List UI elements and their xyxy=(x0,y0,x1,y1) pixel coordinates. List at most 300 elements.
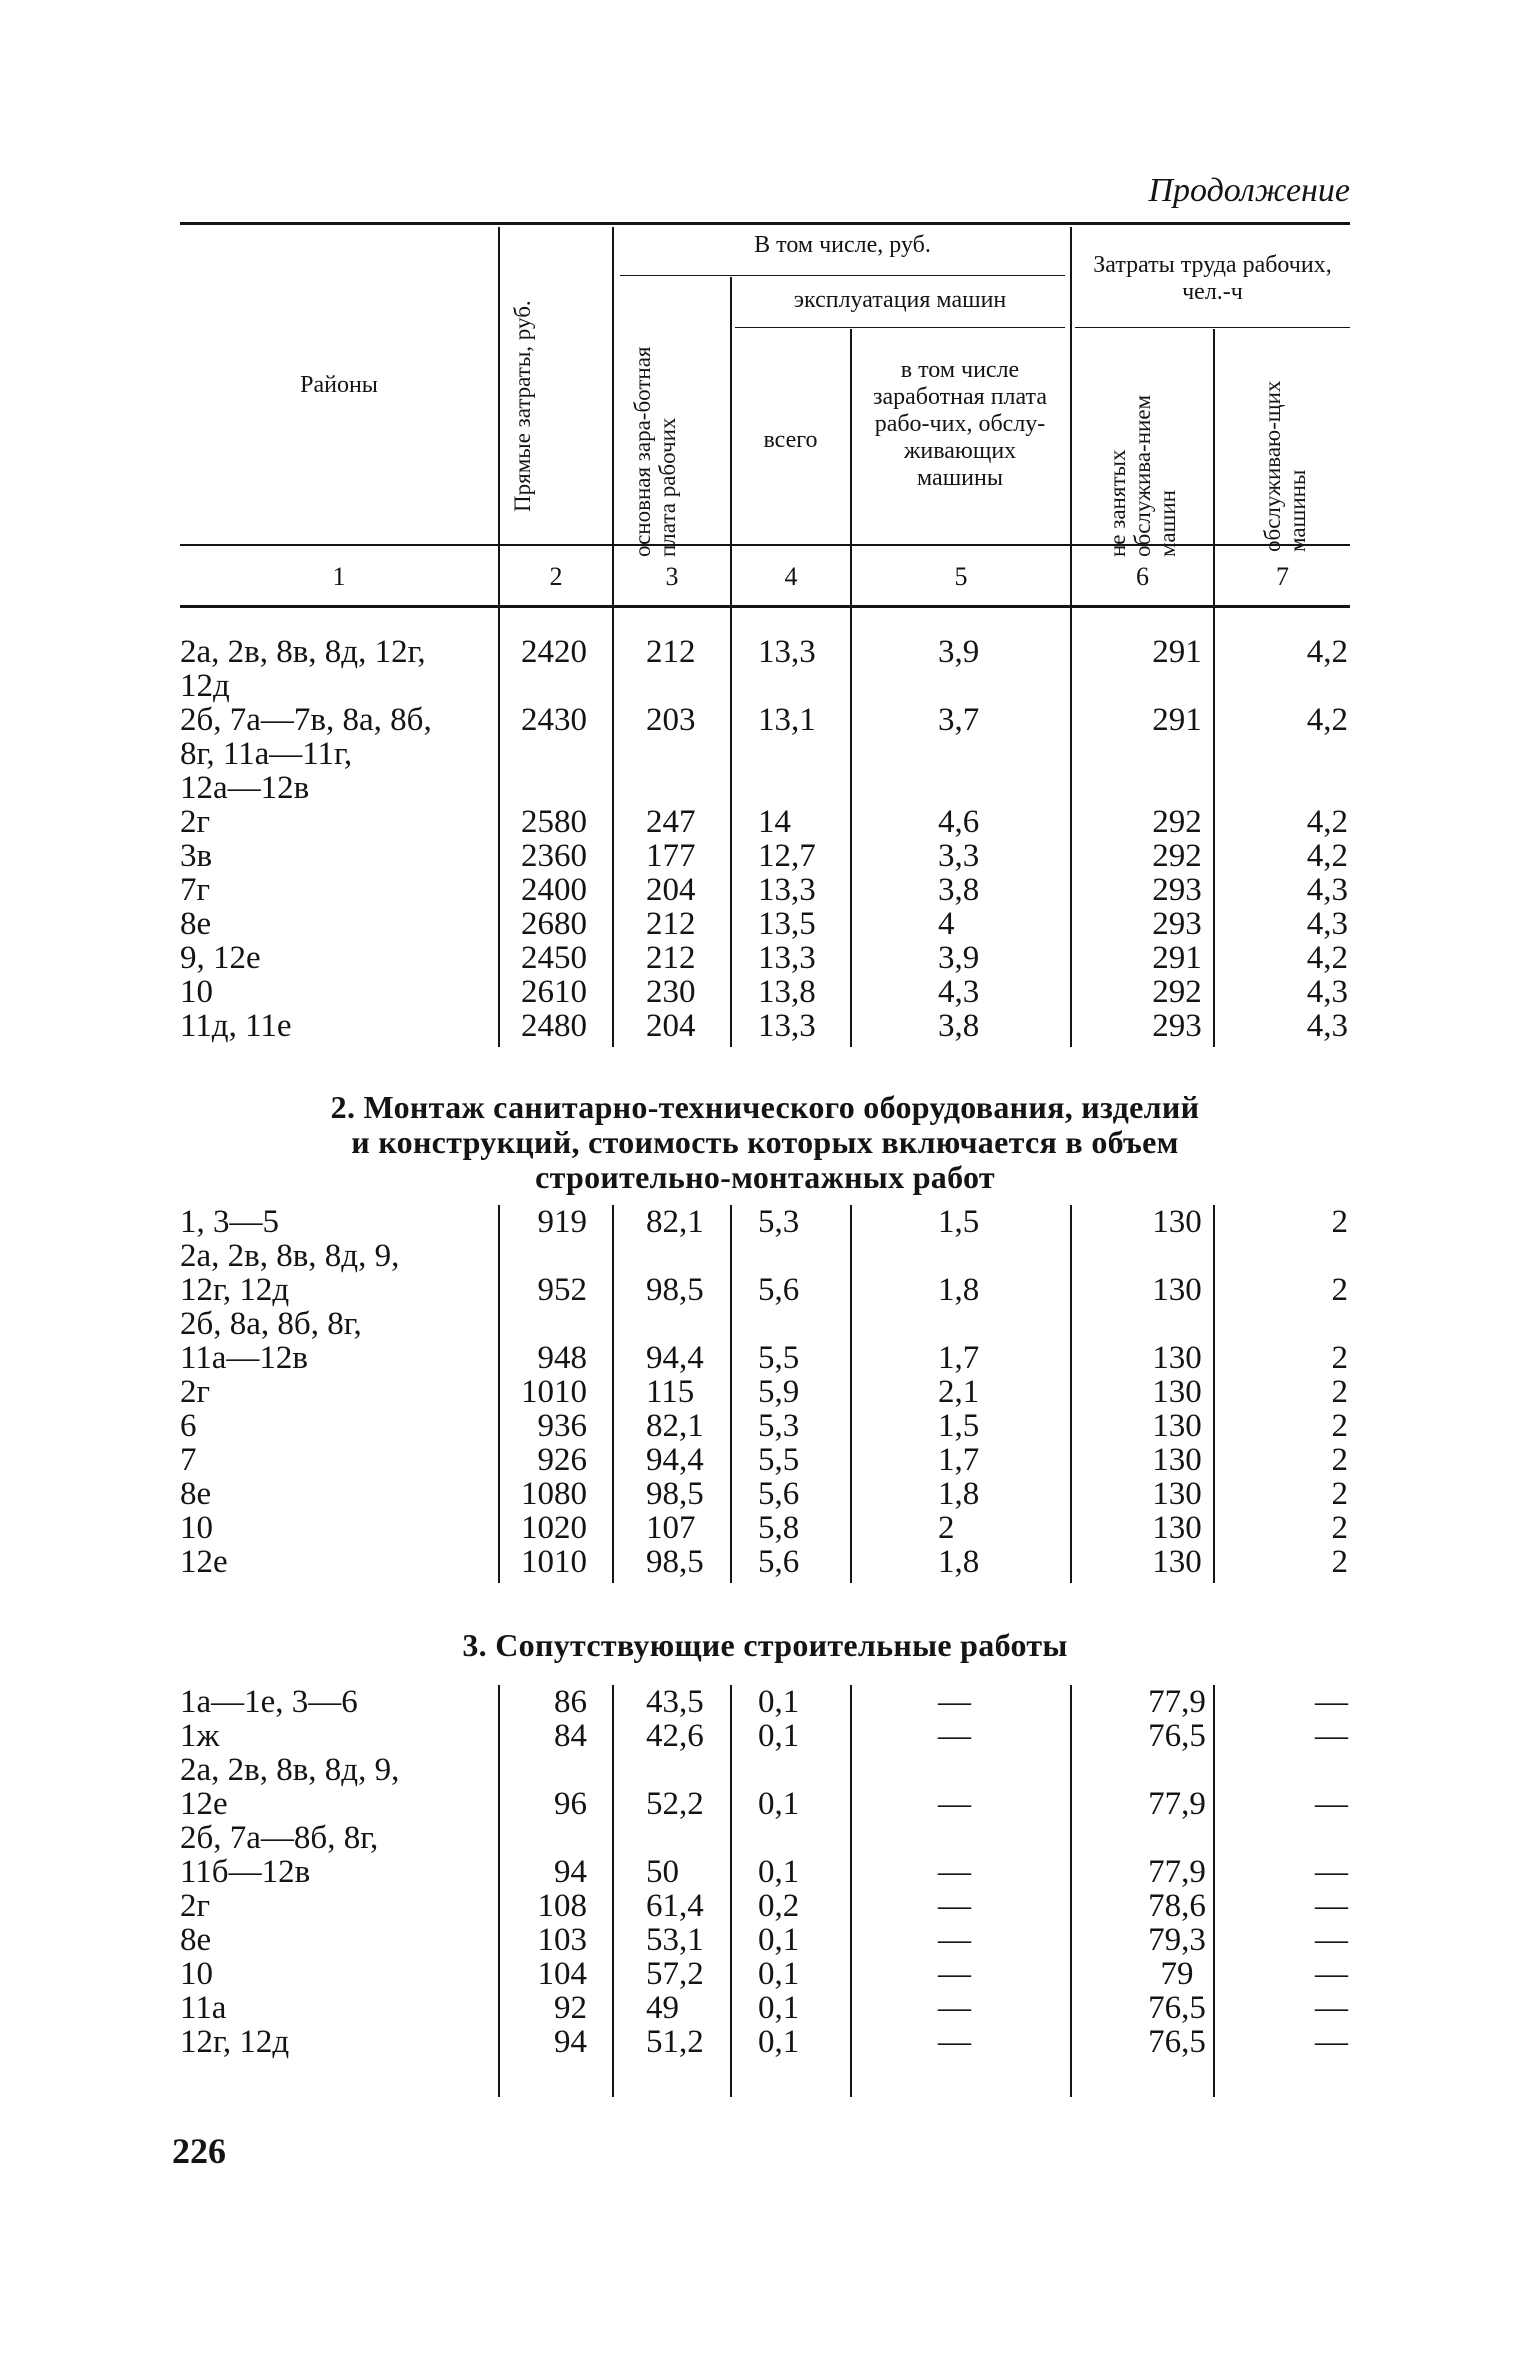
value-cell: 2400 xyxy=(521,872,587,908)
value-cell: — xyxy=(1315,1718,1348,1754)
district-cell xyxy=(180,1375,500,1409)
value-cell: 3,7 xyxy=(938,702,980,738)
value-cell: 94,4 xyxy=(646,1340,704,1376)
table-row xyxy=(180,635,1350,703)
value-cell: 1,7 xyxy=(938,1340,980,1376)
value-cell: 82,1 xyxy=(646,1408,704,1444)
value-cell: 2680 xyxy=(521,906,587,942)
column-divider xyxy=(612,1205,614,1583)
colnum-rule xyxy=(180,605,1350,608)
value-cell: 49 xyxy=(646,1990,679,2026)
value-cell: 2 xyxy=(1331,1544,1348,1580)
district-line: 2а, 2в, 8в, 8д, 9, xyxy=(180,1238,400,1274)
value-cell: 1,5 xyxy=(938,1204,980,1240)
column-divider xyxy=(1070,607,1072,1047)
column-divider xyxy=(498,1685,500,2097)
district-line: 2г xyxy=(180,804,211,840)
value-cell: 4,2 xyxy=(1306,634,1348,670)
district-cell xyxy=(180,1409,500,1443)
table-row xyxy=(180,1375,1350,1409)
value-cell: 98,5 xyxy=(646,1272,704,1308)
value-cell: 0,1 xyxy=(758,1718,800,1754)
table-row xyxy=(180,1443,1350,1477)
district-line: 12е xyxy=(180,1544,228,1580)
district-line: 2а, 2в, 8в, 8д, 9, xyxy=(180,1752,400,1788)
value-cell: 50 xyxy=(646,1854,679,1890)
labor-rule xyxy=(1075,327,1350,328)
district-cell xyxy=(180,635,500,703)
value-cell: 12,7 xyxy=(758,838,816,874)
top-rule xyxy=(180,222,1350,225)
machine-total-header: всего xyxy=(763,427,818,453)
value-cell: 43,5 xyxy=(646,1684,704,1720)
district-cell xyxy=(180,2025,500,2059)
header-divider xyxy=(612,227,614,605)
column-number: 7 xyxy=(1276,562,1289,591)
value-cell: 107 xyxy=(646,1510,696,1546)
value-cell: 2 xyxy=(1331,1374,1348,1410)
value-cell: 2 xyxy=(1331,1340,1348,1376)
table-row xyxy=(180,839,1350,873)
value-cell: 98,5 xyxy=(646,1476,704,1512)
value-cell: 247 xyxy=(646,804,696,840)
value-cell: — xyxy=(1315,1922,1348,1958)
value-cell: 1,5 xyxy=(938,1408,980,1444)
column-divider xyxy=(1070,1685,1072,2097)
value-cell: 4,3 xyxy=(938,974,980,1010)
value-cell: 1,7 xyxy=(938,1442,980,1478)
district-cell xyxy=(180,975,500,1009)
value-cell: 293 xyxy=(1152,872,1202,908)
table-row xyxy=(180,873,1350,907)
value-cell: 86 xyxy=(554,1684,587,1720)
value-cell: 0,1 xyxy=(758,2024,800,2060)
column-number: 6 xyxy=(1136,562,1149,591)
value-cell: 291 xyxy=(1152,940,1202,976)
table-row xyxy=(180,907,1350,941)
table-row xyxy=(180,1923,1350,1957)
value-cell: 919 xyxy=(537,1204,587,1240)
district-cell xyxy=(180,1991,500,2025)
value-cell: 212 xyxy=(646,940,696,976)
value-cell: 2 xyxy=(1331,1442,1348,1478)
district-line: 2г xyxy=(180,1888,211,1924)
value-cell: 13,3 xyxy=(758,1008,816,1044)
district-cell xyxy=(180,805,500,839)
value-cell: 51,2 xyxy=(646,2024,704,2060)
district-cell xyxy=(180,1753,500,1821)
table-row xyxy=(180,1477,1350,1511)
labor-costs-header: Затраты труда рабочих, чел.-ч xyxy=(1093,252,1332,305)
district-line: 8е xyxy=(180,1476,212,1512)
value-cell: — xyxy=(938,1990,971,2026)
value-cell: 292 xyxy=(1152,974,1202,1010)
value-cell: 61,4 xyxy=(646,1888,704,1924)
value-cell: 4,2 xyxy=(1306,940,1348,976)
header-divider xyxy=(730,277,732,605)
value-cell: 1020 xyxy=(521,1510,587,1546)
value-cell: 130 xyxy=(1152,1544,1202,1580)
district-line: 10 xyxy=(180,974,213,1010)
district-line: 6 xyxy=(180,1408,197,1444)
value-cell: 108 xyxy=(537,1888,587,1924)
value-cell: 1080 xyxy=(521,1476,587,1512)
value-cell: 0,1 xyxy=(758,1990,800,2026)
value-cell: 3,9 xyxy=(938,940,980,976)
value-cell: 130 xyxy=(1152,1272,1202,1308)
value-cell: 204 xyxy=(646,872,696,908)
value-cell: 2 xyxy=(1331,1476,1348,1512)
column-divider xyxy=(850,607,852,1047)
district-line: 7 xyxy=(180,1442,197,1478)
value-cell: 292 xyxy=(1152,804,1202,840)
district-line: 2б, 7а—7в, 8а, 8б, xyxy=(180,702,432,738)
value-cell: — xyxy=(1315,1956,1348,1992)
table-row xyxy=(180,1753,1350,1821)
machine-operation-header: эксплуатация машин xyxy=(793,287,1007,313)
district-line: 9, 12е xyxy=(180,940,261,976)
value-cell: 82,1 xyxy=(646,1204,704,1240)
value-cell: — xyxy=(1315,2024,1348,2060)
column-divider xyxy=(612,607,614,1047)
district-line: 1ж xyxy=(180,1718,220,1754)
value-cell: 212 xyxy=(646,634,696,670)
table-row xyxy=(180,1009,1350,1043)
district-line: 12д xyxy=(180,668,230,704)
value-cell: 4,2 xyxy=(1306,838,1348,874)
value-cell: 2 xyxy=(1331,1272,1348,1308)
district-line: 8е xyxy=(180,1922,212,1958)
value-cell: 2 xyxy=(938,1510,955,1546)
machine-wage-header: в том числе заработная плата рабо-чих, обслу-живающих машины xyxy=(873,357,1047,491)
district-line: 11б—12в xyxy=(180,1854,311,1890)
value-cell: 177 xyxy=(646,838,696,874)
value-cell: 5,6 xyxy=(758,1544,800,1580)
table-row xyxy=(180,2025,1350,2059)
machine-rule xyxy=(735,327,1065,328)
value-cell: — xyxy=(938,1718,971,1754)
district-cell xyxy=(180,1923,500,1957)
value-cell: 130 xyxy=(1152,1442,1202,1478)
value-cell: 130 xyxy=(1152,1510,1202,1546)
value-cell: 204 xyxy=(646,1008,696,1044)
value-cell: 77,9 xyxy=(1148,1854,1206,1890)
value-cell: 77,9 xyxy=(1148,1684,1206,1720)
value-cell: 292 xyxy=(1152,838,1202,874)
district-cell xyxy=(180,703,500,805)
value-cell: 952 xyxy=(537,1272,587,1308)
value-cell: 291 xyxy=(1152,634,1202,670)
district-line: 10 xyxy=(180,1956,213,1992)
district-line: 2б, 8а, 8б, 8г, xyxy=(180,1306,362,1342)
value-cell: 78,6 xyxy=(1148,1888,1206,1924)
district-cell xyxy=(180,1009,500,1043)
column-number: 2 xyxy=(549,562,563,591)
table-row xyxy=(180,1821,1350,1889)
table-row xyxy=(180,941,1350,975)
district-line: 12а—12в xyxy=(180,770,310,806)
district-cell xyxy=(180,1545,500,1579)
value-cell: 948 xyxy=(537,1340,587,1376)
value-cell: 0,1 xyxy=(758,1684,800,1720)
value-cell: 14 xyxy=(758,804,791,840)
not-serving-header: не занятых обслужива-нием машин xyxy=(1105,394,1180,557)
value-cell: 115 xyxy=(646,1374,695,1410)
district-cell xyxy=(180,1443,500,1477)
table-row xyxy=(180,805,1350,839)
value-cell: — xyxy=(1315,1888,1348,1924)
district-cell xyxy=(180,1685,500,1719)
value-cell: 1010 xyxy=(521,1544,587,1580)
district-cell xyxy=(180,1239,500,1307)
value-cell: 0,1 xyxy=(758,1922,800,1958)
district-line: 2г xyxy=(180,1374,211,1410)
value-cell: 230 xyxy=(646,974,696,1010)
header-divider xyxy=(1070,227,1072,605)
value-cell: 13,5 xyxy=(758,906,816,942)
district-line: 3в xyxy=(180,838,213,874)
value-cell: — xyxy=(938,1922,971,1958)
value-cell: 0,2 xyxy=(758,1888,800,1924)
value-cell: 94 xyxy=(554,1854,587,1890)
value-cell: 4,3 xyxy=(1306,872,1348,908)
value-cell: 42,6 xyxy=(646,1718,704,1754)
column-divider xyxy=(850,1205,852,1583)
value-cell: 2 xyxy=(1331,1510,1348,1546)
district-line: 7г xyxy=(180,872,211,908)
section-title-line: 3. Сопутствующие строительные работы xyxy=(462,1627,1068,1663)
value-cell: 5,8 xyxy=(758,1510,800,1546)
value-cell: 5,6 xyxy=(758,1272,800,1308)
table-row xyxy=(180,1889,1350,1923)
table-row xyxy=(180,1719,1350,1753)
value-cell: 76,5 xyxy=(1148,1718,1206,1754)
value-cell: — xyxy=(938,1854,971,1890)
column-number: 4 xyxy=(784,562,798,591)
value-cell: 13,3 xyxy=(758,872,816,908)
district-line: 12г, 12д xyxy=(180,1272,290,1308)
value-cell: — xyxy=(938,2024,971,2060)
value-cell: 130 xyxy=(1152,1204,1202,1240)
value-cell: — xyxy=(938,1956,971,1992)
table-row xyxy=(180,1239,1350,1307)
section-title-line: 2. Монтаж санитарно-технического оборудования, изделий xyxy=(330,1089,1200,1125)
column-divider xyxy=(850,1685,852,2097)
value-cell: 2420 xyxy=(521,634,587,670)
value-cell: 1,8 xyxy=(938,1476,980,1512)
value-cell: 79 xyxy=(1160,1956,1194,1992)
value-cell: 92 xyxy=(554,1990,587,2026)
value-cell: 4,2 xyxy=(1306,804,1348,840)
district-line: 11а xyxy=(180,1990,227,2026)
value-cell: 2580 xyxy=(521,804,587,840)
value-cell: 76,5 xyxy=(1148,2024,1206,2060)
value-cell: 5,6 xyxy=(758,1476,800,1512)
value-cell: 13,8 xyxy=(758,974,816,1010)
value-cell: 293 xyxy=(1152,906,1202,942)
value-cell: 52,2 xyxy=(646,1786,704,1822)
column-number: 1 xyxy=(332,562,346,591)
column-divider xyxy=(730,1205,732,1583)
value-cell: 5,3 xyxy=(758,1408,800,1444)
value-cell: 2 xyxy=(1331,1408,1348,1444)
value-cell: 13,3 xyxy=(758,940,816,976)
column-divider xyxy=(498,1205,500,1583)
table-row xyxy=(180,1685,1350,1719)
district-line: 12г, 12д xyxy=(180,2024,290,2060)
column-divider xyxy=(730,607,732,1047)
district-line: 2а, 2в, 8в, 8д, 12г, xyxy=(180,634,426,670)
district-cell xyxy=(180,1957,500,1991)
value-cell: 130 xyxy=(1152,1476,1202,1512)
district-line: 1, 3—5 xyxy=(180,1204,279,1240)
value-cell: 53,1 xyxy=(646,1922,704,1958)
value-cell: 1010 xyxy=(521,1374,587,1410)
value-cell: 2430 xyxy=(521,702,587,738)
value-cell: 4,2 xyxy=(1306,702,1348,738)
value-cell: 2450 xyxy=(521,940,587,976)
district-line: 11а—12в xyxy=(180,1340,309,1376)
value-cell: 3,8 xyxy=(938,872,980,908)
value-cell: 212 xyxy=(646,906,696,942)
column-divider xyxy=(1213,1205,1215,1583)
value-cell: 4,3 xyxy=(1306,974,1348,1010)
district-line: 8г, 11а—11г, xyxy=(180,736,353,772)
table-row xyxy=(180,1545,1350,1579)
including-rule xyxy=(620,275,1065,276)
page-number: 226 xyxy=(172,2131,226,2171)
value-cell: 5,3 xyxy=(758,1204,800,1240)
value-cell: 5,5 xyxy=(758,1442,800,1478)
table-row xyxy=(180,1957,1350,1991)
value-cell: 96 xyxy=(554,1786,587,1822)
table-row xyxy=(180,1307,1350,1375)
value-cell: 1,8 xyxy=(938,1272,980,1308)
value-cell: 103 xyxy=(537,1922,587,1958)
value-cell: 293 xyxy=(1152,1008,1202,1044)
district-cell xyxy=(180,1889,500,1923)
column-divider xyxy=(1213,607,1215,1047)
table-row xyxy=(180,1511,1350,1545)
table-row xyxy=(180,703,1350,805)
value-cell: 79,3 xyxy=(1148,1922,1206,1958)
column-divider xyxy=(498,607,500,1047)
value-cell: 2,1 xyxy=(938,1374,980,1410)
column-divider xyxy=(730,1685,732,2097)
value-cell: 104 xyxy=(537,1956,587,1992)
value-cell: — xyxy=(938,1684,971,1720)
value-cell: 76,5 xyxy=(1148,1990,1206,2026)
value-cell: 77,9 xyxy=(1148,1786,1206,1822)
column-number: 3 xyxy=(665,562,679,591)
value-cell: — xyxy=(1315,1854,1348,1890)
value-cell: 0,1 xyxy=(758,1854,800,1890)
district-cell xyxy=(180,1821,500,1889)
value-cell: 5,9 xyxy=(758,1374,800,1410)
section-3-title xyxy=(180,1628,1350,1663)
value-cell: 2 xyxy=(1331,1204,1348,1240)
section-2-title xyxy=(180,1090,1350,1195)
value-cell: 5,5 xyxy=(758,1340,800,1376)
district-line: 10 xyxy=(180,1510,213,1546)
value-cell: 4,3 xyxy=(1306,1008,1348,1044)
value-cell: 98,5 xyxy=(646,1544,704,1580)
district-line: 11д, 11е xyxy=(180,1008,292,1044)
value-cell: 0,1 xyxy=(758,1956,800,1992)
value-cell: — xyxy=(1315,1684,1348,1720)
value-cell: 0,1 xyxy=(758,1786,800,1822)
value-cell: 94 xyxy=(554,2024,587,2060)
district-cell xyxy=(180,1205,500,1239)
value-cell: 203 xyxy=(646,702,696,738)
district-cell xyxy=(180,941,500,975)
value-cell: 94,4 xyxy=(646,1442,704,1478)
value-cell: 13,3 xyxy=(758,634,816,670)
district-line: 8е xyxy=(180,906,212,942)
value-cell: 926 xyxy=(537,1442,587,1478)
continuation-label: Продолжение xyxy=(1148,172,1350,209)
value-cell: 3,3 xyxy=(938,838,980,874)
value-cell: 130 xyxy=(1152,1408,1202,1444)
district-cell xyxy=(180,873,500,907)
value-cell: — xyxy=(938,1888,971,1924)
column-number: 5 xyxy=(954,562,968,591)
value-cell: 84 xyxy=(554,1718,587,1754)
value-cell: — xyxy=(1315,1786,1348,1822)
value-cell: 57,2 xyxy=(646,1956,704,1992)
value-cell: 936 xyxy=(537,1408,587,1444)
district-line: 1а—1е, 3—6 xyxy=(180,1684,358,1720)
district-line: 12е xyxy=(180,1786,228,1822)
column-divider xyxy=(612,1685,614,2097)
value-cell: 130 xyxy=(1152,1340,1202,1376)
value-cell: 2360 xyxy=(521,838,587,874)
district-cell xyxy=(180,907,500,941)
value-cell: 291 xyxy=(1152,702,1202,738)
table-row xyxy=(180,1991,1350,2025)
district-cell xyxy=(180,1719,500,1753)
including-header: В том числе, руб. xyxy=(754,232,931,258)
value-cell: 3,8 xyxy=(938,1008,980,1044)
base-wage-header: основная зара-ботная плата рабочих xyxy=(630,346,680,557)
table-header xyxy=(180,222,1350,607)
section-title-line: строительно-монтажных работ xyxy=(535,1159,995,1195)
value-cell: — xyxy=(1315,1990,1348,2026)
table-row xyxy=(180,975,1350,1009)
districts-header: Районы xyxy=(300,372,378,398)
value-cell: 4,6 xyxy=(938,804,980,840)
serving-header: обслуживаю-щих машины xyxy=(1260,380,1310,552)
district-cell xyxy=(180,1477,500,1511)
column-divider xyxy=(1213,1685,1215,2097)
direct-costs-header: Прямые затраты, руб. xyxy=(510,300,535,512)
district-cell xyxy=(180,1307,500,1375)
value-cell: 13,1 xyxy=(758,702,816,738)
column-divider xyxy=(1070,1205,1072,1583)
value-cell: 4,3 xyxy=(1306,906,1348,942)
value-cell: 2480 xyxy=(521,1008,587,1044)
header-divider xyxy=(498,227,500,605)
value-cell: 2610 xyxy=(521,974,587,1010)
value-cell: — xyxy=(938,1786,971,1822)
district-cell xyxy=(180,839,500,873)
table-row xyxy=(180,1205,1350,1239)
table-row xyxy=(180,1409,1350,1443)
district-line: 2б, 7а—8б, 8г, xyxy=(180,1820,379,1856)
value-cell: 1,8 xyxy=(938,1544,980,1580)
value-cell: 3,9 xyxy=(938,634,980,670)
section-title-line: и конструкций, стоимость которых включается в объем xyxy=(351,1124,1179,1160)
